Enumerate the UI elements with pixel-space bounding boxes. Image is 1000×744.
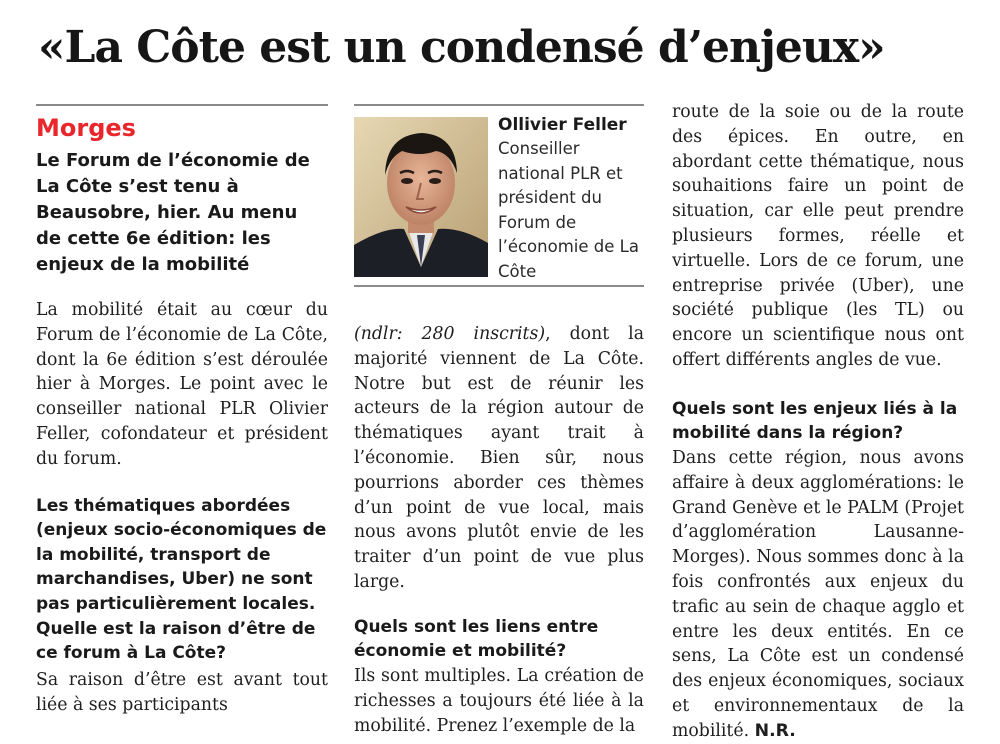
kicker: Morges [36,114,136,142]
signature: N.R. [754,720,796,741]
caption-name: Ollivier Feller [498,115,627,135]
column-rule-middle [354,104,644,106]
answer-1-continued [354,322,644,595]
question-2: Quels sont les liens entre économie et mobilité? [354,616,599,662]
column-rule-left [36,104,328,106]
caption-role: Conseiller national PLR et président du Forum de l’économie de La Côte [498,139,639,281]
answer-2: Ils sont multiples. La création de richesses a toujours été liée à la mobilité. Prenez l’exemple de la [354,665,644,736]
answer-3 [672,446,964,744]
answer-3-text: Dans cette région, nous avons affaire à deux agglomérations: le Grand Genève et le PALM (Projet d’agglomération Lausanne-Morges). Nous sommes donc à la fois confrontés aux enjeux du trafic au sein de chaque agglo et entre les deux entités. En ce sens, La Côte est un condensé des enjeux économiques, sociaux et environnementaux de la mobilité. [672,447,964,741]
answer-1-start: Sa raison d’être est avant tout liée à ses participants [36,669,328,715]
headline: «La Côte est un condensé d’enjeux» [38,22,885,73]
question-3: Quels sont les enjeux liés à la mobilité dans la région? [672,398,958,444]
column-middle [354,322,644,738]
photo-caption [498,113,644,285]
ndlr-note: (ndlr: 280 inscrits) [354,324,546,344]
portrait-photo [354,117,488,277]
answer-2-continued: route de la soie ou de la route des épices. En outre, en abordant cette thématique, nous souhaitions faire un point de situation, car elle peut prendre plusieurs formes, réelle et virtuelle. Lors de ce forum, une entreprise privée (Uber), une société publique (les TL) ou encore un scientifique nous ont offert différents angles de vue. [672,102,964,370]
photo-bottom-rule [354,285,644,287]
intro-paragraph: La mobilité était au cœur du Forum de l’économie de La Côte, dont la 6e édition s’est déroulée hier à Morges. Le point avec le conseiller national PLR Olivier Feller, cofondateur et président du forum. [36,300,328,469]
answer-1-rest: , dont la majorité viennent de La Côte. Notre but est de réunir les acteurs de la région autour de thématiques ayant trait à l’économie. Bien sûr, nous pourrions aborder ces thèmes d’un point de vue local, mais nous avons plutôt envie de les traiter d’un point de vue plus large. [354,324,644,592]
column-right [672,100,964,744]
portrait-image [354,117,488,277]
column-left [36,114,328,717]
lead-paragraph: Le Forum de l’économie de La Côte s’est tenu à Beausobre, hier. Au menu de cette 6e édition: les enjeux de la mobilité [36,150,310,275]
question-1: Les thématiques abordées (enjeux socio-économiques de la mobilité, transport de marchandises, Uber) ne sont pas particulièrement locales. Quelle est la raison d’être de ce forum à La Côte? [36,495,327,664]
